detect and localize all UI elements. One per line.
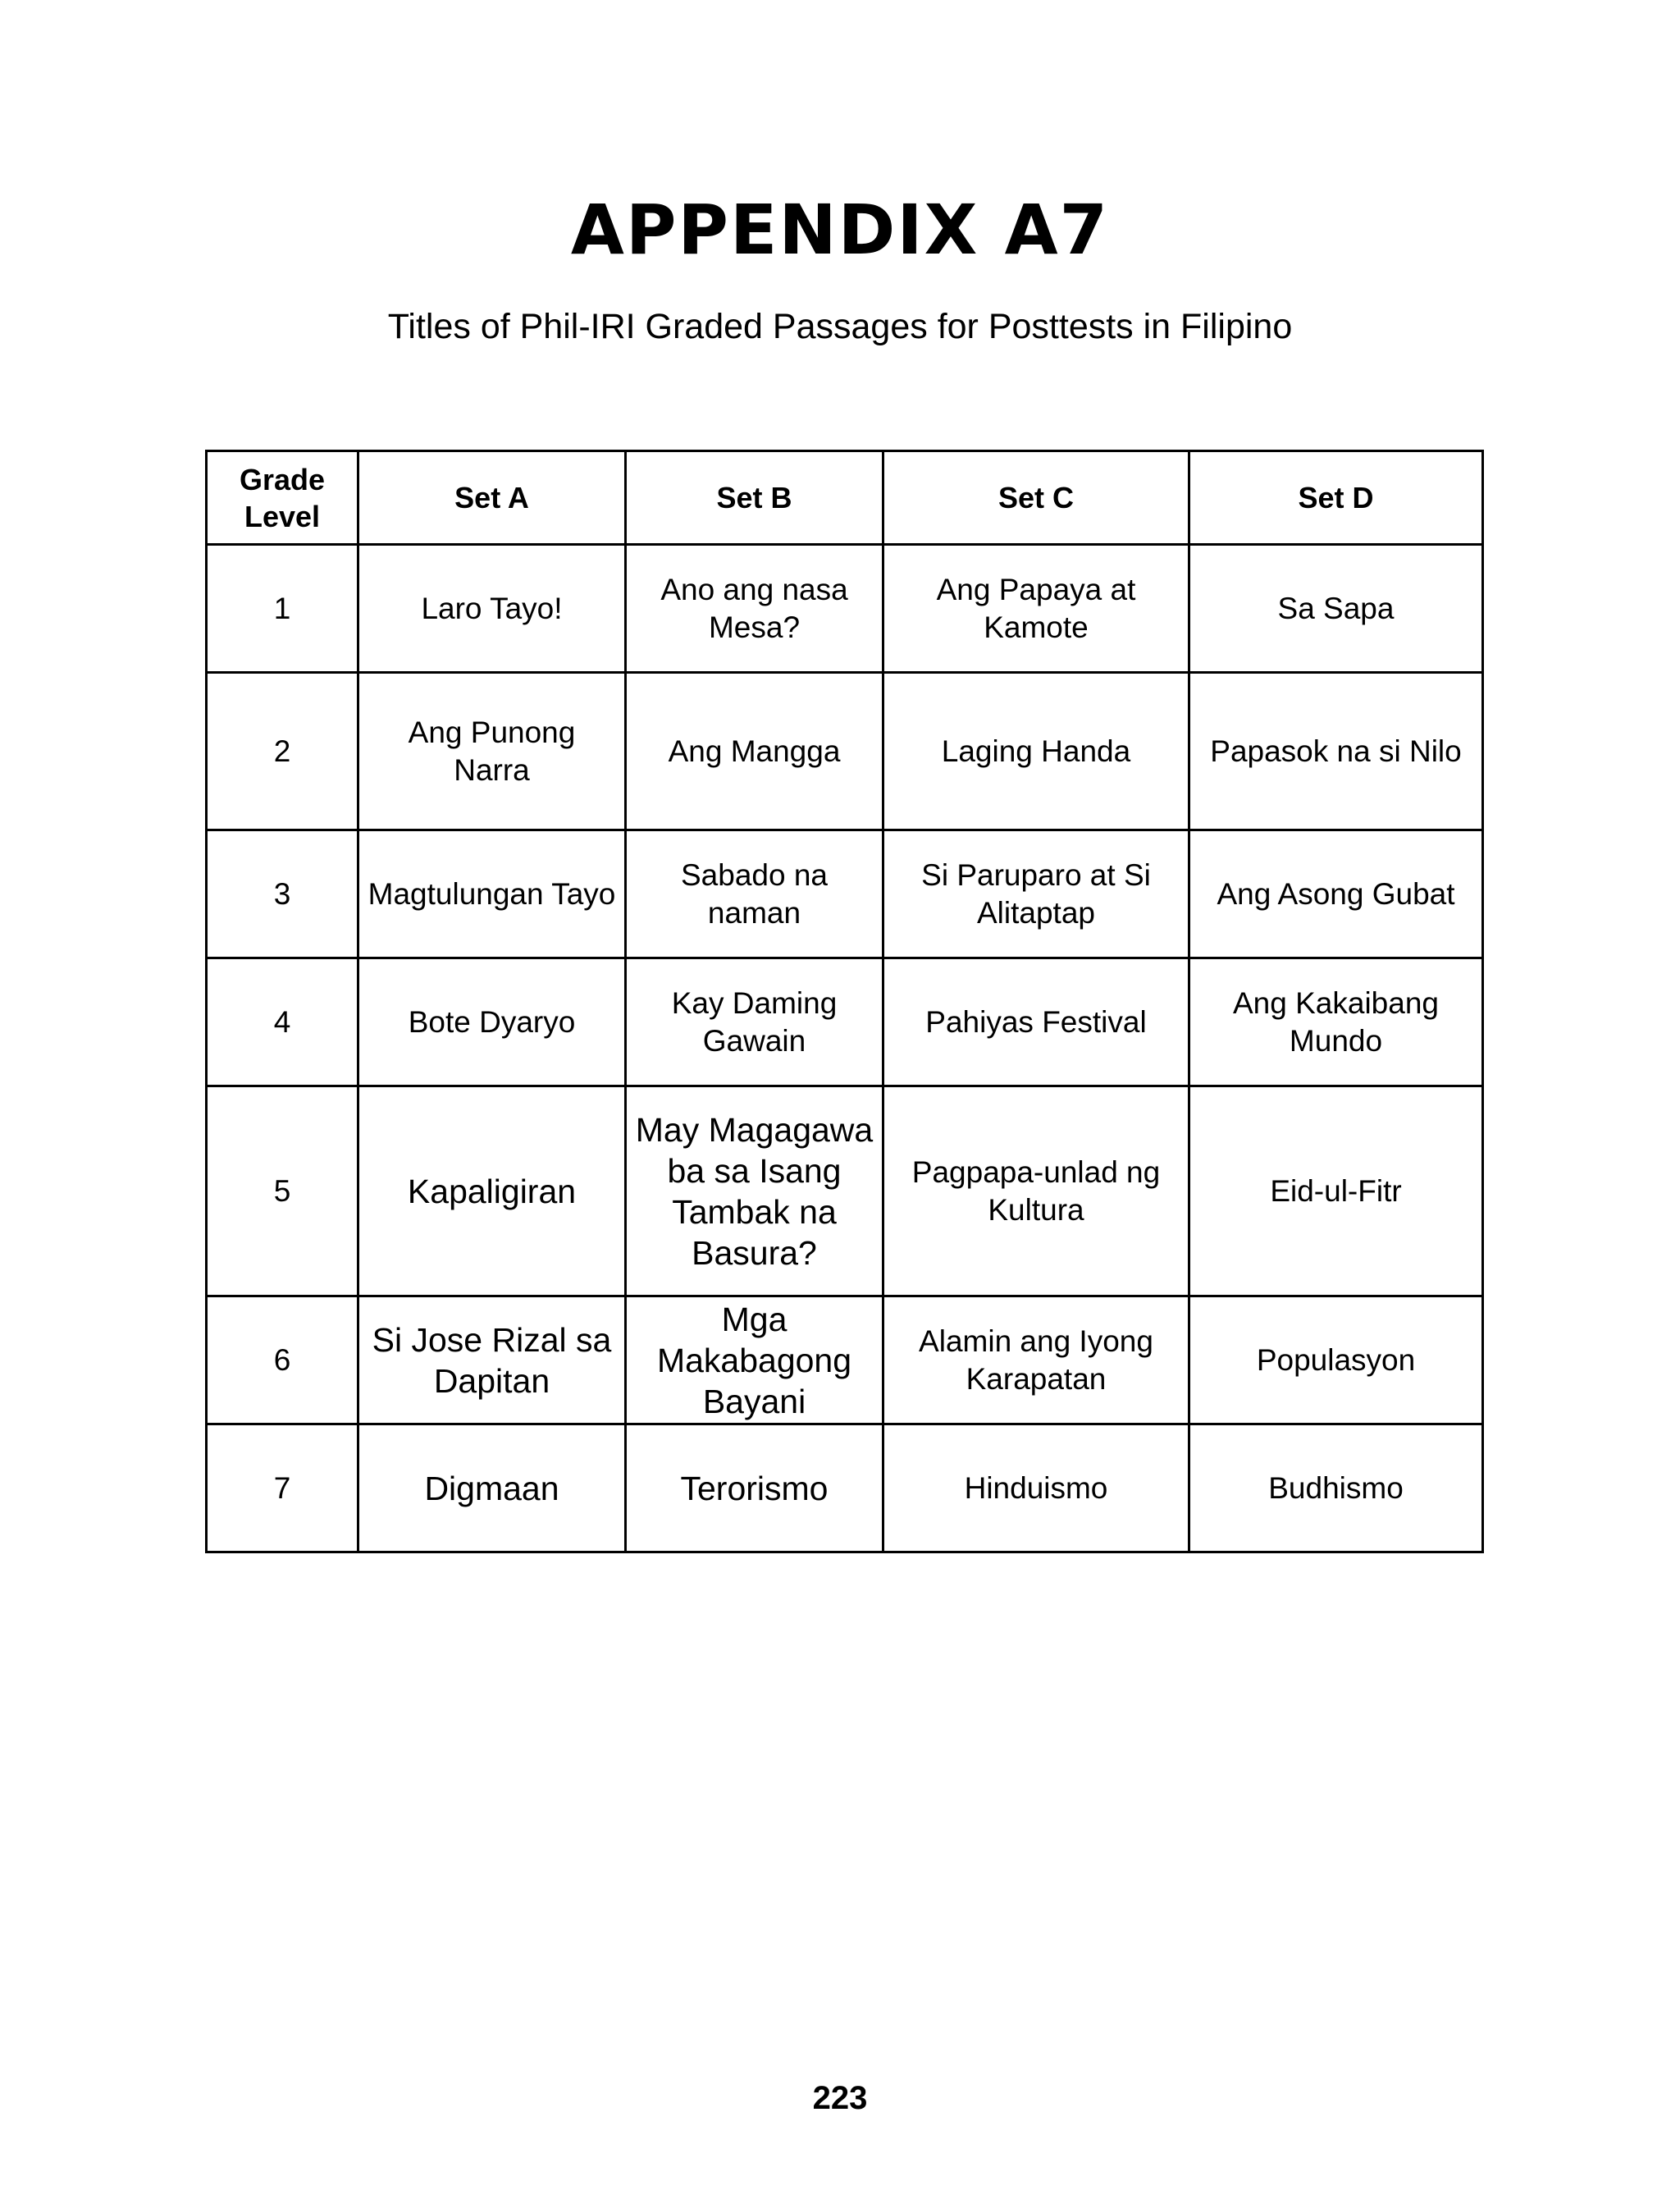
set-c-cell: Hinduismo (883, 1424, 1189, 1552)
table-row (207, 673, 1483, 830)
set-b-cell: Ang Mangga (626, 673, 883, 830)
passages-table (205, 450, 1484, 1553)
set-a-cell: Ang Punong Narra (358, 673, 626, 830)
set-c-cell: Alamin ang Iyong Karapatan (883, 1296, 1189, 1424)
table-row (207, 1424, 1483, 1552)
set-c-cell: Ang Papaya at Kamote (883, 545, 1189, 673)
grade-cell: 7 (207, 1424, 358, 1552)
table-row (207, 1296, 1483, 1424)
set-a-cell: Si Jose Rizal sa Dapitan (358, 1296, 626, 1424)
header-set-c: Set C (883, 451, 1189, 545)
grade-cell: 3 (207, 830, 358, 958)
header-set-b: Set B (626, 451, 883, 545)
grade-cell: 1 (207, 545, 358, 673)
header-grade-level: Grade Level (207, 451, 358, 545)
set-a-cell: Magtulungan Tayo (358, 830, 626, 958)
set-b-cell: Mga Makabagong Bayani (626, 1296, 883, 1424)
set-d-cell: Budhismo (1189, 1424, 1483, 1552)
set-a-cell: Digmaan (358, 1424, 626, 1552)
set-c-cell: Pagpapa-unlad ng Kultura (883, 1086, 1189, 1296)
page-subtitle: Titles of Phil-IRI Graded Passages for Posttests in Filipino (387, 307, 1293, 346)
set-b-cell: May Magagawa ba sa Isang Tambak na Basura? (626, 1086, 883, 1296)
set-d-cell: Sa Sapa (1189, 545, 1483, 673)
table-header-row (207, 451, 1483, 545)
table-row (207, 545, 1483, 673)
set-d-cell: Eid-ul-Fitr (1189, 1086, 1483, 1296)
set-d-cell: Papasok na si Nilo (1189, 673, 1483, 830)
table-row (207, 830, 1483, 958)
header-set-a: Set A (358, 451, 626, 545)
set-b-cell: Terorismo (626, 1424, 883, 1552)
page-number: 223 (812, 2080, 868, 2116)
set-a-cell: Bote Dyaryo (358, 958, 626, 1086)
set-c-cell: Si Paruparo at Si Alitaptap (883, 830, 1189, 958)
set-a-cell: Kapaligiran (358, 1086, 626, 1296)
set-c-cell: Pahiyas Festival (883, 958, 1189, 1086)
page-title: APPENDIX A7 (570, 190, 1110, 270)
set-d-cell: Ang Asong Gubat (1189, 830, 1483, 958)
set-c-cell: Laging Handa (883, 673, 1189, 830)
grade-cell: 2 (207, 673, 358, 830)
header-set-d: Set D (1189, 451, 1483, 545)
grade-cell: 5 (207, 1086, 358, 1296)
set-b-cell: Ano ang nasa Mesa? (626, 545, 883, 673)
set-d-cell: Populasyon (1189, 1296, 1483, 1424)
grade-cell: 4 (207, 958, 358, 1086)
set-b-cell: Kay Daming Gawain (626, 958, 883, 1086)
set-d-cell: Ang Kakaibang Mundo (1189, 958, 1483, 1086)
table-row (207, 1086, 1483, 1296)
set-b-cell: Sabado na naman (626, 830, 883, 958)
table-row (207, 958, 1483, 1086)
set-a-cell: Laro Tayo! (358, 545, 626, 673)
grade-cell: 6 (207, 1296, 358, 1424)
